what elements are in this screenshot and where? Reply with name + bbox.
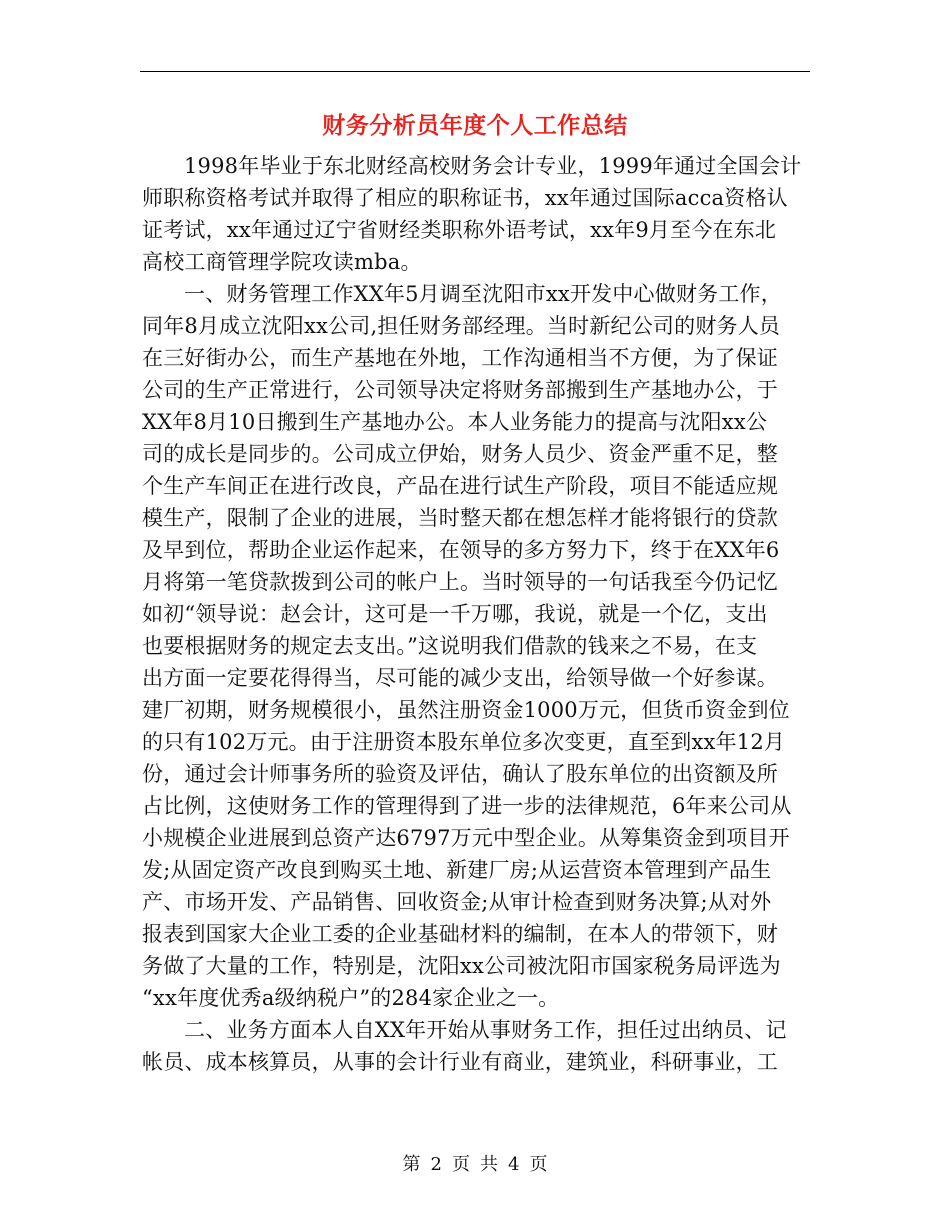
- document-body: [142, 150, 814, 1078]
- page-footer: [140, 1152, 810, 1178]
- text-line: 也要根据财务的规定去支出。”这说明我们借款的钱来之不易，在支: [142, 634, 758, 658]
- text-line: 司的成长是同步的。公司成立伊始，财务人员少、资金严重不足，整: [142, 442, 778, 466]
- footer-page-word: 页: [452, 1154, 470, 1175]
- text-line: 公司的生产正常进行，公司领导决定将财务部搬到生产基地办公，于: [142, 378, 778, 402]
- text-line: 月将第一笔贷款拨到公司的帐户上。当时领导的一句话我至今仍记忆: [142, 570, 778, 594]
- current-page-number: 2: [430, 1154, 442, 1175]
- text-line: 务做了大量的工作，特别是，沈阳xx公司被沈阳市国家税务局评选为: [142, 954, 781, 978]
- text-line: “xx年度优秀a级纳税户”的284家企业之一。: [142, 986, 560, 1010]
- paragraph-1: [142, 150, 814, 278]
- footer-suffix: 页: [529, 1154, 548, 1175]
- text-line: 高校工商管理学院攻读mba。: [142, 250, 422, 274]
- text-line: 帐员、成本核算员，从事的会计行业有商业，建筑业，科研事业，工: [142, 1050, 778, 1074]
- footer-prefix: 第: [402, 1154, 421, 1175]
- footer-total-word: 共: [480, 1154, 498, 1175]
- text-line: 小规模企业进展到总资产达6797万元中型企业。从筹集资金到项目开: [142, 826, 790, 850]
- document-title: 财务分析员年度个人工作总结: [322, 112, 628, 139]
- total-pages-number: 4: [508, 1154, 520, 1175]
- paragraph-3: [142, 1014, 814, 1078]
- text-line: 如初“领导说：赵会计，这可是一千万哪，我说，就是一个亿，支出: [142, 602, 768, 626]
- text-line: 1998年毕业于东北财经高校财务会计专业，1999年通过全国会计: [184, 154, 802, 178]
- text-line: 在三好街办公，而生产基地在外地，工作沟通相当不方便，为了保证: [142, 346, 778, 370]
- text-line: 发;从固定资产改良到购买土地、新建厂房;从运营资本管理到产品生: [142, 858, 772, 882]
- text-line: 产、市场开发、产品销售、回收资金;从审计检查到财务决算;从对外: [142, 890, 772, 914]
- text-line: 的只有102万元。由于注册资本股东单位多次变更，直至到xx年12月: [142, 730, 786, 754]
- text-line: 报表到国家大企业工委的企业基础材料的编制，在本人的带领下，财: [142, 922, 778, 946]
- text-line: 同年8月成立沈阳xx公司,担任财务部经理。当时新纪公司的财务人员: [142, 314, 781, 338]
- text-line: 模生产，限制了企业的进展，当时整天都在想怎样才能将银行的贷款: [142, 506, 778, 530]
- text-line: XX年8月10日搬到生产基地办公。本人业务能力的提高与沈阳xx公: [142, 410, 768, 434]
- text-line: 及早到位，帮助企业运作起来，在领导的多方努力下，终于在XX年6: [142, 538, 780, 562]
- text-line: 个生产车间正在进行改良，产品在进行试生产阶段，项目不能适应规: [142, 474, 778, 498]
- header-rule: [140, 71, 810, 72]
- text-line: 一、财务管理工作XX年5月调至沈阳市xx开发中心做财务工作，: [184, 282, 782, 306]
- text-line: 建厂初期，财务规模很小，虽然注册资金1000万元，但货币资金到位: [142, 698, 790, 722]
- text-line: 师职称资格考试并取得了相应的职称证书，xx年通过国际acca资格认: [142, 186, 788, 210]
- text-line: 二、业务方面本人自XX年开始从事财务工作，担任过出纳员、记: [184, 1018, 787, 1042]
- paragraph-2: [142, 278, 814, 1014]
- text-line: 出方面一定要花得得当，尽可能的减少支出，给领导做一个好参谋。: [142, 666, 778, 690]
- text-line: 证考试，xx年通过辽宁省财经类职称外语考试，xx年9月至今在东北: [142, 218, 777, 242]
- text-line: 份，通过会计师事务所的验资及评估，确认了股东单位的出资额及所: [142, 762, 778, 786]
- text-line: 占比例，这使财务工作的管理得到了进一步的法律规范，6年来公司从: [142, 794, 792, 818]
